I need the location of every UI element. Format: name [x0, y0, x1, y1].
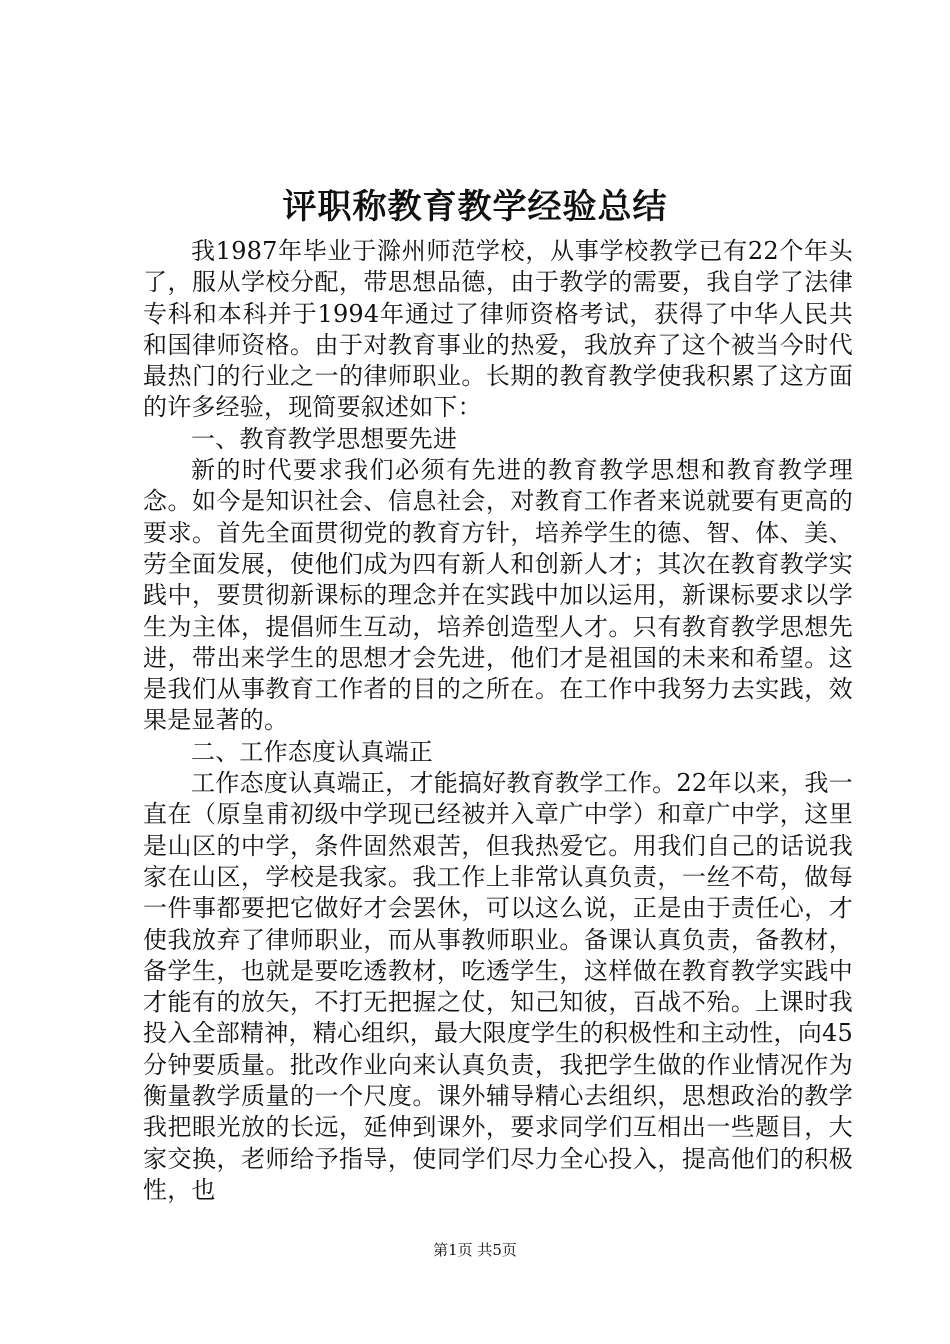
paragraph-section-2: 工作态度认真端正，才能搞好教育教学工作。22年以来，我一直在（原皇甫初级中学现已经被并入章广中学）和章广中学，这里是山区的中学，条件固然艰苦，但我热爱它。用我们自己的话说我家在山区，学校是我家。我工作上非常认真负责，一丝不苟，做每一件事都要把它做好才会罢休，可以这么说，正是由于责任心，才使我放弃了律师职业，而从事教师职业。备课认真负责，备教材，备学生，也就是要吃透教材，吃透学生，这样做在教育教学实践中才能有的放矢，不打无把握之仗，知己知彼，百战不殆。上课时我投入全部精神，精心组织，最大限度学生的积极性和主动性，向45分钟要质量。批改作业向来认真负责，我把学生做的作业情况作为衡量教学质量的一个尺度。课外辅导精心去组织，思想政治的教学我把眼光放的长远，延伸到课外，要求同学们互相出一些题目，大家交换，老师给予指导，使同学们尽力全心投入，提高他们的积极性，也: [143, 769, 853, 1204]
section-heading-1: 一、教育教学思想要先进: [191, 424, 458, 453]
document-body: [143, 236, 853, 1206]
page-footer: 第1页 共5页: [433, 1241, 517, 1259]
document-title: 评职称教育教学经验总结: [282, 187, 668, 227]
paragraph-intro: 我1987年毕业于滁州师范学校，从事学校教学已有22个年头了，服从学校分配，带思想品德，由于教学的需要，我自学了法律专科和本科并于1994年通过了律师资格考试，获得了中华人民共和国律师资格。由于对教育事业的热爱，我放弃了这个被当今时代最热门的行业之一的律师职业。长期的教育教学使我积累了这方面的许多经验，现简要叙述如下：: [143, 237, 853, 422]
paragraph-section-1: 新的时代要求我们必须有先进的教育教学思想和教育教学理念。如今是知识社会、信息社会，对教育工作者来说就要有更高的要求。首先全面贯彻党的教育方针，培养学生的德、智、体、美、劳全面发展，使他们成为四有新人和创新人才；其次在教育教学实践中，要贯彻新课标的理念并在实践中加以运用，新课标要求以学生为主体，提倡师生互动，培养创造型人才。只有教育教学思想先进，带出来学生的思想才会先进，他们才是祖国的未来和希望。这是我们从事教育工作者的目的之所在。在工作中我努力去实践，效果是显著的。: [143, 456, 853, 735]
section-heading-2: 二、工作态度认真端正: [191, 737, 433, 766]
